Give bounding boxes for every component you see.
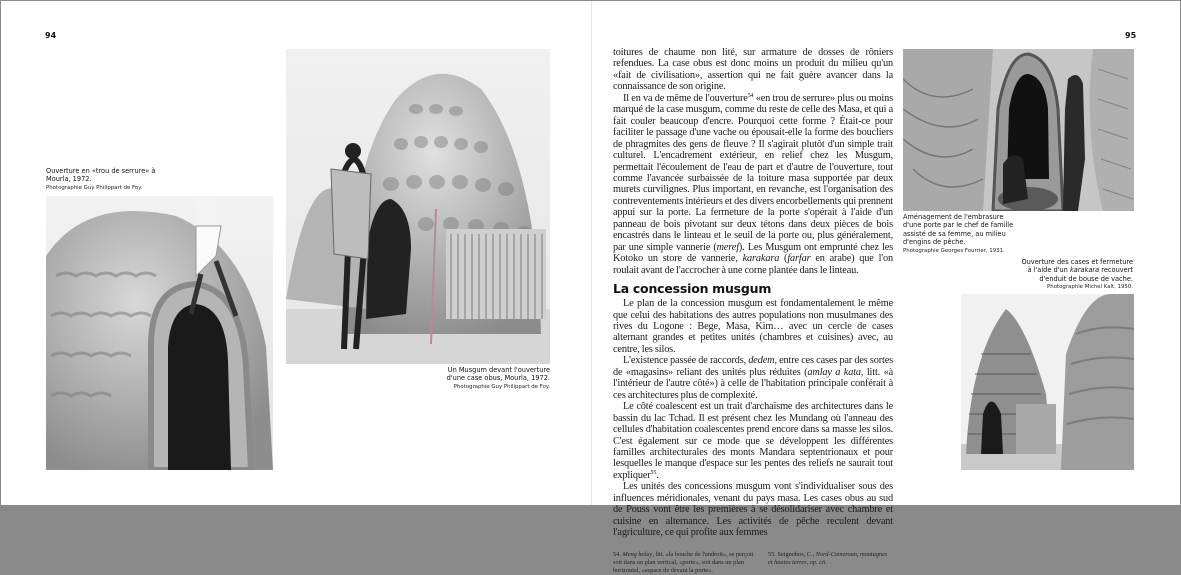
text-column <box>613 47 893 575</box>
text-run: 55. Seignobos, C., <box>768 550 816 558</box>
text-run: en arabe) que l'on roulait avant de l'accrocher à une corne plantée dans le linteau. <box>613 253 893 276</box>
caption-line: Aménagement de l'embrasure <box>903 213 1004 221</box>
italic-term: Meng holay <box>622 550 653 558</box>
page-number-left: 94 <box>45 31 57 40</box>
text-run: Le côté coalescent est un trait d'archaïsme des architectures dans le bassin du lac Tchad. Il est présent chez les Mundang où l'anneau des cellules d'habitation coalescentes prend encore dans sa masse les silos. C'est également sur ce mode que se développent les différentes familles architecturales des monts Mandara septentrionaux et pour lesquelles le manque d'espace sur les pentes des reliefs ne saurait tout expliquer <box>613 401 893 481</box>
text-run: . <box>656 469 659 481</box>
text-run: , litt. «à l'intérieur de l'autre côté») à celle de l'habitation principale conférait à ces architectures plus de complexité. <box>613 366 894 401</box>
text-run: L'existence passée de raccords, <box>623 355 749 367</box>
paragraph <box>613 47 893 93</box>
text-run: Les unités des concessions musgum vont s'individualiser sous des influences méridionales, venant du pays masa. Les cases obus au sud de Pouss vont être les premières à se désolidariser avec chambre et cuisine en alternance. Les activités de pêche reculent devant l'agriculture, ce qui profite aux femmes <box>613 481 893 539</box>
text-run: ( <box>779 253 788 265</box>
paragraph <box>613 481 893 538</box>
page-number-right: 95 <box>1125 31 1137 40</box>
italic-term: op. cit. <box>809 558 828 566</box>
caption-keyhole-opening <box>46 167 155 192</box>
book-spread <box>1 1 1180 574</box>
text-run: toitures de chaume non lité, sur armature de dosses de rôniers refendues. La case obus est donc moins un produit du milieu qu'un «fait de civilisation», assertion qui ne fait guère avancer dans la connaissance de son origine. <box>613 47 893 93</box>
photo-credit: Photographie Georges Fourrier, 1931. <box>903 247 1005 254</box>
paragraph <box>613 401 893 481</box>
caption-hut-closure <box>1021 258 1133 291</box>
italic-term: karakara <box>742 253 780 265</box>
italic-term: farfar <box>787 253 811 265</box>
text-run: Il en va de même de l'ouverture <box>623 92 748 104</box>
caption-text: à l'aide d'un <box>1027 266 1070 275</box>
paragraph <box>613 93 893 276</box>
caption-musgum-man <box>447 366 550 391</box>
photo-musgum-man-hut <box>286 49 550 364</box>
caption-door-framing <box>903 213 1013 255</box>
caption-text: recouvert <box>1099 266 1133 275</box>
caption-line: assisté de sa femme, au milieu <box>903 229 1006 238</box>
footnote-55 <box>768 551 893 575</box>
photo-credit: Photographie Michel Kalt, 1950. <box>1047 284 1133 291</box>
text-run: 54. <box>613 550 623 558</box>
photo-credit: Photographie Guy Philippart de Foy. <box>453 383 550 390</box>
text-run: , <box>806 558 810 566</box>
footnote-ref: 55 <box>650 469 657 476</box>
body-text <box>613 47 893 539</box>
paragraph <box>613 355 893 401</box>
caption-line: d'engins de pêche. <box>903 238 966 247</box>
italic-term: Nord-Cameroun, montagnes et hautes terres <box>768 550 888 566</box>
caption-line: Mourla, 1972. <box>46 175 92 184</box>
gutter-divider <box>591 1 592 505</box>
text-run: «en trou de serrure» plus ou moins marqué de la case musgum, comme du reste de celle des Masa, et qui a fait couler beaucoup d'encre. Pourquoi cette forme ? Était-ce pour faciliter le passage d'une vache ou épousait-elle la forme des boucliers de phragmites des gens de fleuve ? Il s'agirait plutôt d'un simple trait culturel. L'encadrement extérieur, en relief chez les Musgum, permettait l'écoulement de l'eau de part et d'autre de l'ouverture, tout comme l'avancée surbaissée de la toiture masa supportée par deux murets curvilignes. Plus important, en revanche, est l'organisation des contreventements intérieurs et des divers encorbellements qui prennent appui sur la porte. La fermeture de la porte s'opérait à l'aide d'un panneau de bois pivotant sur deux tétons dans deux pièces de bois encastrés dans le linteau et le seuil de la porte ou, plus généralement, par une simple vannerie ( <box>613 92 893 253</box>
footnote-ref: 54 <box>747 92 754 99</box>
italic-term: meref <box>716 241 739 253</box>
text-run: ). Les Musgum ont emprunté chez les Kotoko un store de vannerie, <box>613 241 893 265</box>
photo-keyhole-hut <box>46 196 273 470</box>
section-heading: La concession musgum <box>613 281 772 297</box>
italic-term: amlay a kata <box>807 366 861 378</box>
photo-huts-closure <box>961 294 1134 470</box>
photo-credit: Photographie Guy Philippart de Foy. <box>46 184 143 191</box>
caption-line <box>1021 266 1133 274</box>
caption-line: d'une case obus, Mourla, 1972. <box>446 374 550 383</box>
caption-line: Un Musgum devant l'ouverture <box>447 366 550 374</box>
footnote-54 <box>613 551 759 575</box>
caption-line: Ouverture en «trou de serrure» à <box>46 167 156 175</box>
caption-line: Ouverture des cases et fermeture <box>1021 258 1133 266</box>
footnotes <box>613 551 893 575</box>
text-run: , litt. «la bouche de l'endroit», se perçoit soit dans un plan vertical, «porte», soit dans un plan horizontal, «espace de devant la porte». <box>613 550 754 574</box>
photo-door-framing <box>903 49 1134 211</box>
text-run: , entre ces cases par des sortes de «magasins» reliant des unités plus réduites ( <box>613 355 893 378</box>
caption-italic: karakara <box>1069 266 1100 275</box>
text-run: Le plan de la concession musgum est fondamentalement le même que celui des habitations des autres populations non musulmanes des rives du Logone : Bege, Masa, Kim… avec un cercle de cases alternant grandes et petites unités (chambres et cuisines) avec, au centre, les silos. <box>613 298 893 355</box>
caption-line: d'enduit de bouse de vache. <box>1039 274 1133 283</box>
italic-term: dedem <box>748 355 775 367</box>
paragraph <box>613 298 893 355</box>
caption-line: d'une porte par le chef de famille <box>903 221 1014 230</box>
